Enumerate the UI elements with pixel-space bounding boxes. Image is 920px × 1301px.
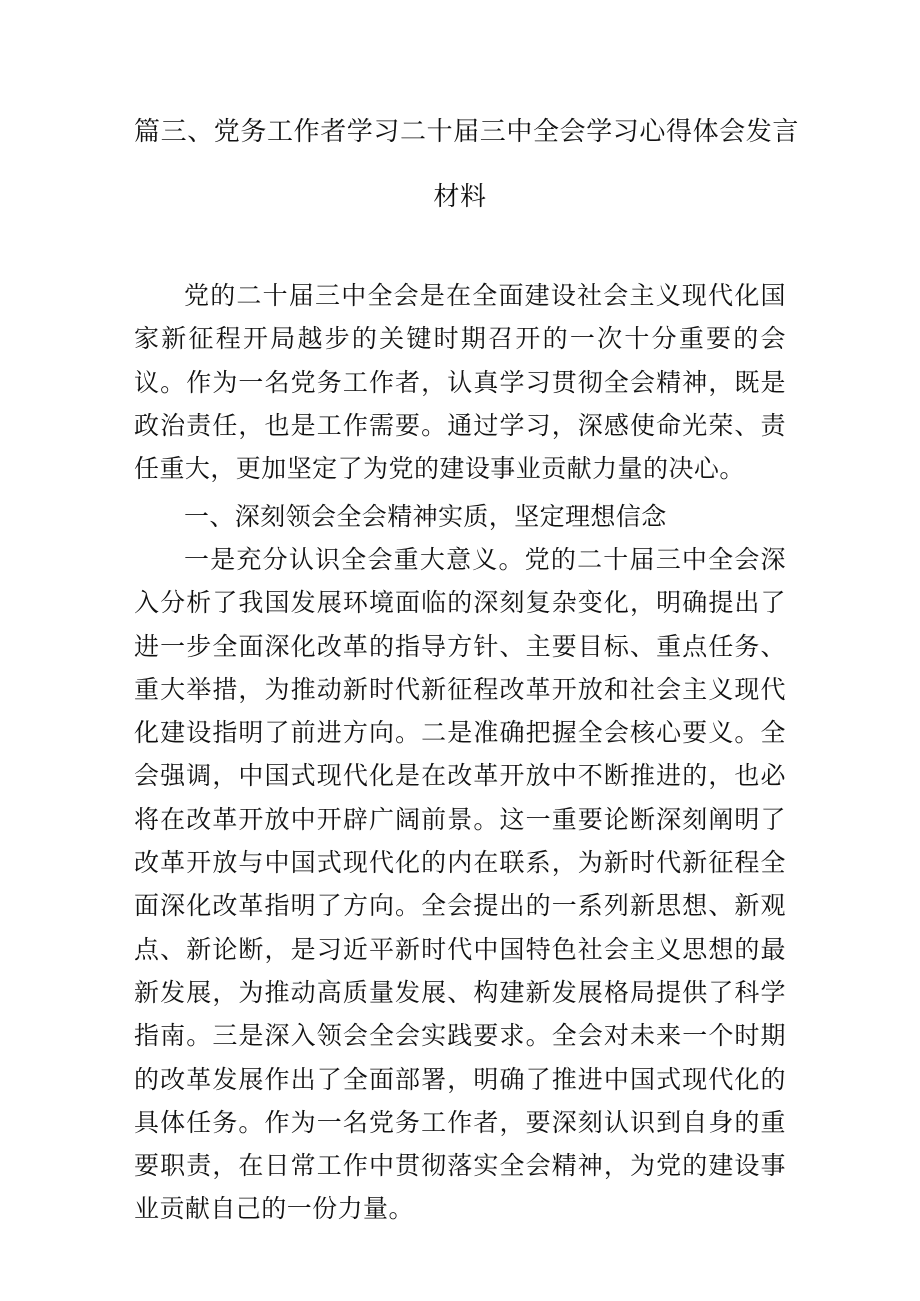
document-title-continuation: 材料 bbox=[433, 182, 487, 212]
intro-paragraph: 党的二十届三中全会是在全面建设社会主义现代化国家新征程开局越步的关键时期召开的一次十分重要的会议。作为一名党务工作者，认真学习贯彻全会精神，既是政治责任，也是工作需要。通过学习，深感使命光荣、责任重大，更加坚定了为党的建设事业贡献力量的决心。 bbox=[134, 281, 786, 484]
document-title: 篇三、党务工作者学习二十届三中全会学习心得体会发言 bbox=[134, 117, 800, 147]
section-heading: 一、深刻领会全会精神实质，坚定理想信念 bbox=[184, 502, 667, 531]
body-paragraph: 一是充分认识全会重大意义。党的二十届三中全会深入分析了我国发展环境面临的深刻复杂变化，明确提出了进一步全面深化改革的指导方针、主要目标、重点任务、重大举措，为推动新时代新征程改革开放和社会主义现代化建设指明了前进方向。二是准确把握全会核心要义。全会强调，中国式现代化是在改革开放中不断推进的，也必将在改革开放中开辟广阔前景。这一重要论断深刻阐明了改革开放与中国式现代化的内在联系，为新时代新征程全面深化改革指明了方向。全会提出的一系列新思想、新观点、新论断，是习近平新时代中国特色社会主义思想的最新发展，为推动高质量发展、构建新发展格局提供了科学指南。三是深入领会全会实践要求。全会对未来一个时期的改革发展作出了全面部署，明确了推进中国式现代化的具体任务。作为一名党务工作者，要深刻认识到自身的重要职责，在日常工作中贯彻落实全会精神，为党的建设事业贡献自己的一份力量。 bbox=[134, 545, 786, 1224]
